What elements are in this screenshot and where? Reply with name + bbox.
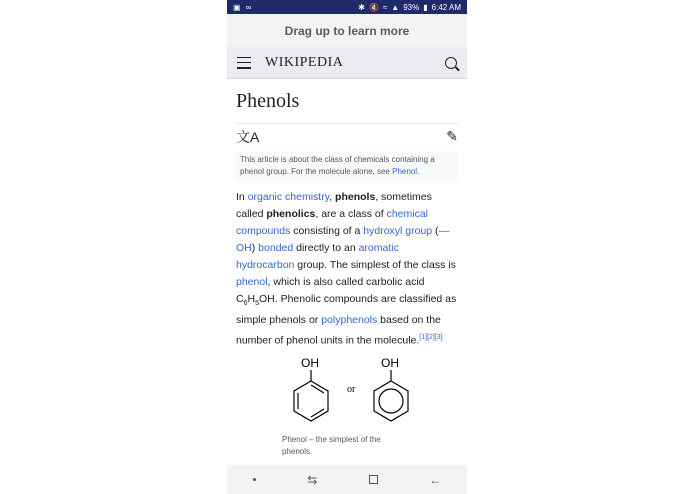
clock: 6:42 AM [431,2,461,12]
text-run: , sometimes called [236,191,432,220]
back-icon[interactable]: ← [429,472,442,487]
text-run: consisting of a [290,225,364,237]
drag-up-sheet[interactable] [227,14,467,47]
language-icon[interactable]: 文A [236,128,260,145]
text-run: In [236,191,248,203]
bold-term-phenolics: phenolics [266,208,316,220]
phenol-structure-svg [271,355,441,435]
reference-links[interactable]: [1][2][3] [419,334,443,342]
page-actions [236,123,458,149]
drag-hint: Drag up to learn more [284,23,410,38]
text-run: , which is also called carbolic acid C [236,276,425,305]
recent-apps-icon[interactable]: ⇆ [307,472,318,487]
battery-icon: ▮ [423,2,428,12]
text-run: ( [432,225,439,237]
link-phenol[interactable]: phenol [236,276,268,288]
article-paragraph [236,189,460,350]
voicemail-icon: ∞ [245,2,252,12]
mute-icon: 🔇 [368,2,379,12]
link-chemical-compounds[interactable]: chemical compounds [236,208,429,237]
phenol-structure-figure[interactable] [271,355,441,445]
page-title: Phenols [236,90,300,112]
subscript: 6 [243,300,248,308]
search-icon[interactable] [445,57,457,69]
bold-term-phenols: phenols [335,191,376,203]
text-run: ) [251,242,259,254]
text-run: OH. Phenolic compounds are classified as simple phenols or [236,293,457,327]
hatnote-link-phenol[interactable]: Phenol [392,167,418,176]
signal-icon: ▲ [391,2,400,12]
menu-icon[interactable] [237,57,251,69]
or-label: or [347,384,356,395]
link-aromatic-hydrocarbon[interactable]: aromatic hydrocarbon [236,242,399,271]
text-run: H [247,293,256,305]
link-polyphenols[interactable]: polyphenols [321,314,378,327]
wikipedia-logo[interactable]: WIKIPEDIA [265,54,344,70]
oh-label-left: OH [301,356,319,370]
text-run: group. The simplest of the class is [294,259,456,271]
double-bond [311,385,324,393]
link-hydroxyl-group[interactable]: hydroxyl group [363,225,433,237]
benzene-ring-left [294,381,328,421]
text-run: , are a class of [315,208,387,220]
phone-screen [227,0,467,494]
oh-label-right: OH [381,356,399,370]
battery-level: 93% [403,2,420,12]
text-run: directly to an [293,242,359,254]
figure-caption: Phenol – the simplest of the phenols. [282,435,381,456]
text-run: , [329,191,336,203]
edit-pencil-icon[interactable]: ✎ [446,128,458,144]
aromatic-circle [379,389,403,413]
link-organic-chemistry[interactable]: organic chemistry [247,191,330,203]
text-run: based on the number of phenol units in the molecule. [236,314,441,347]
link-bonded[interactable]: bonded [258,242,294,254]
wifi-icon: ≈ [382,2,388,12]
gallery-icon: ▣ [233,2,241,12]
double-bond [311,409,324,417]
hatnote-text: This article is about the class of chemicals containing a phenol group. For the molecule alone, see [240,155,435,176]
status-bar [227,0,467,14]
android-nav-bar [227,465,467,494]
bluetooth-icon: ✱ [358,2,365,12]
wikipedia-header [227,47,467,79]
link-oh[interactable]: —OH [236,225,450,254]
hatnote: This article is about the class of chemicals containing a phenol group. For the molecule alone, see Phenol. [236,151,458,181]
subscript: 5 [255,300,259,308]
home-icon[interactable] [369,475,378,484]
nav-dot-icon[interactable] [253,478,256,481]
